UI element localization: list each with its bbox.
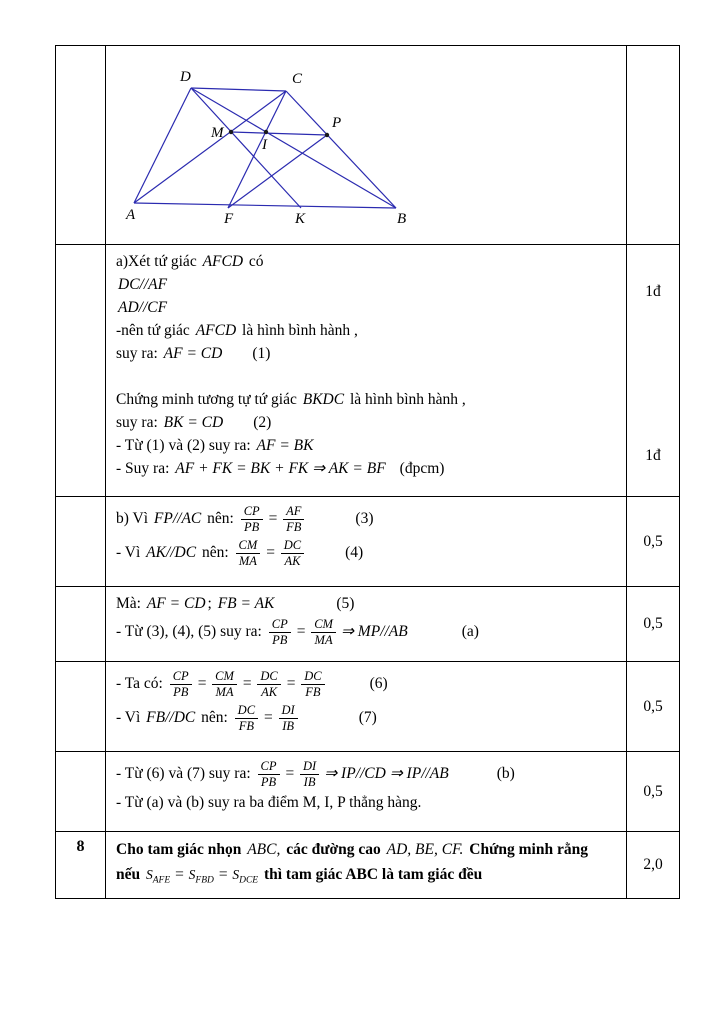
question-number-cell <box>56 46 106 244</box>
score-value: 1đ <box>645 447 661 464</box>
fraction-denominator: PB <box>244 520 260 534</box>
text-line <box>116 668 618 701</box>
text-run: nên: <box>198 544 233 562</box>
text-line <box>116 366 618 388</box>
fraction-denominator: MA <box>215 685 234 699</box>
text-run: (7) <box>358 709 377 727</box>
math-expression: AD//CF <box>118 299 168 316</box>
math-subscript: $S_{DCE}$ <box>232 867 259 886</box>
text-run: có <box>245 253 264 270</box>
fraction-denominator: PB <box>173 685 189 699</box>
point-label: D <box>180 69 191 85</box>
fraction-numerator: CM <box>212 669 237 685</box>
figure-line <box>228 135 327 208</box>
text-run: Chứng minh tương tự tứ giác <box>116 391 301 408</box>
text-run: Cho tam giác nhọn <box>116 841 246 858</box>
table-row <box>56 586 679 661</box>
figure-line <box>228 91 286 208</box>
answer-content-cell <box>106 587 627 661</box>
text-line <box>116 297 618 319</box>
text-line <box>116 758 618 791</box>
text-line <box>116 616 618 649</box>
figure-line <box>134 203 396 208</box>
figure-point-dot <box>264 130 268 134</box>
score-value: 0,5 <box>643 615 663 632</box>
score-value: 0,5 <box>643 532 663 550</box>
text-line <box>116 593 618 615</box>
text-run: - Từ (6) và (7) suy ra: <box>116 765 255 783</box>
math-expression: AFCD <box>202 253 244 270</box>
fraction <box>277 703 300 734</box>
math-expression: FB//DC <box>146 709 196 727</box>
text-run: - Từ (1) và (2) suy ra: <box>116 437 255 454</box>
fraction-denominator: PB <box>272 633 288 647</box>
figure-line <box>191 88 396 208</box>
text-run: Chứng minh rằng <box>465 841 588 858</box>
text-line <box>116 251 618 273</box>
answer-content-cell <box>106 752 627 831</box>
math-expression: = <box>295 623 307 641</box>
math-expression: = <box>217 866 229 883</box>
math-expression: FP//AC <box>153 510 202 528</box>
point-label: K <box>295 211 306 227</box>
math-expression: = <box>267 510 279 528</box>
text-run: (4) <box>345 544 364 562</box>
fraction-denominator: IB <box>303 775 316 789</box>
figure-svg <box>116 53 556 235</box>
math-expression: AF = CD <box>163 345 223 362</box>
geometry-figure <box>116 51 618 240</box>
text-run: (đpcm) <box>399 460 445 477</box>
answer-content-cell <box>106 245 627 496</box>
score-cell <box>627 46 679 244</box>
score-cell <box>627 752 679 831</box>
figure-line <box>286 91 396 208</box>
math-expression: AD, BE, CF. <box>386 841 464 858</box>
math-expression: AF = BK <box>256 437 314 454</box>
fraction-numerator: DI <box>279 703 298 719</box>
fraction-numerator: DC <box>235 703 258 719</box>
score-cell <box>627 245 679 496</box>
answer-content-cell <box>106 662 627 751</box>
fraction <box>239 504 265 535</box>
score-value: 2,0 <box>643 855 663 873</box>
fraction-numerator: CM <box>236 538 261 554</box>
question-number-cell <box>56 752 106 831</box>
math-expression: BKDC <box>302 391 345 408</box>
text-run: là hình bình hành , <box>238 322 358 339</box>
fraction <box>210 669 239 700</box>
text-run: (6) <box>369 675 388 693</box>
text-run: suy ra: <box>116 414 162 431</box>
figure-line <box>134 88 191 203</box>
figure-line <box>191 88 286 91</box>
text-run: - Từ (3), (4), (5) suy ra: <box>116 623 266 641</box>
text-run: là hình bình hành , <box>346 391 466 408</box>
math-expression: = <box>263 709 274 727</box>
fraction-denominator: AK <box>284 554 301 568</box>
text-run: - Vì <box>116 544 145 562</box>
score-value: 1đ <box>645 283 661 300</box>
math-expression: AK//DC <box>146 544 197 562</box>
table-row <box>56 46 679 244</box>
text-run: b) Vì <box>116 510 152 528</box>
fraction <box>256 759 282 790</box>
math-expression: AF = CD <box>146 595 206 612</box>
fraction-denominator: FB <box>305 685 321 699</box>
point-label: M <box>211 125 224 141</box>
math-expression: AFCD <box>195 322 237 339</box>
math-expression: = <box>284 765 295 783</box>
answer-content-cell <box>106 832 627 898</box>
text-run: -nên tứ giác <box>116 322 194 339</box>
math-expression: AF + FK = BK + FK ⇒ AK = BF <box>175 460 386 477</box>
figure-point-dot <box>229 130 233 134</box>
text-run: nếu <box>116 866 144 883</box>
fraction <box>234 538 263 569</box>
fraction-denominator: MA <box>314 633 333 647</box>
text-run: Mà: <box>116 595 145 612</box>
fraction-denominator: FB <box>286 520 302 534</box>
text-line <box>116 537 618 570</box>
fraction-numerator: AF <box>283 504 304 520</box>
text-run: (a) <box>461 623 479 641</box>
text-line <box>116 458 618 480</box>
score-cell <box>627 587 679 661</box>
figure-point-dot <box>325 133 329 137</box>
text-run: - Suy ra: <box>116 460 174 477</box>
text-run: (b) <box>496 765 515 783</box>
score-value: 0,5 <box>643 697 663 715</box>
score-cell <box>627 832 679 898</box>
table-row <box>56 751 679 831</box>
fraction-numerator: DC <box>301 669 324 685</box>
text-line <box>116 503 618 536</box>
math-expression: = <box>196 675 208 693</box>
text-line <box>116 389 618 411</box>
fraction <box>299 669 326 700</box>
point-label: I <box>262 137 267 153</box>
text-line <box>116 320 618 342</box>
question-number-cell <box>56 662 106 751</box>
question-number-cell: 8 <box>56 832 106 898</box>
fraction-denominator: IB <box>282 719 295 733</box>
fraction-numerator: CP <box>170 669 192 685</box>
point-label: F <box>224 211 234 227</box>
text-run: (3) <box>355 510 374 528</box>
fraction <box>255 669 282 700</box>
text-line <box>116 274 618 296</box>
text-run: - Ta có: <box>116 675 167 693</box>
fraction-denominator: MA <box>238 554 257 568</box>
text-run: - Từ (a) và (b) suy ra ba điểm M, I, P thẳng hàng. <box>116 794 422 811</box>
text-line <box>116 343 618 365</box>
text-run: (1) <box>252 345 271 362</box>
text-line <box>116 412 618 434</box>
fraction-numerator: CP <box>269 617 291 633</box>
text-run: thì tam giác ABC là tam giác đều <box>260 866 483 883</box>
fraction <box>233 703 260 734</box>
math-expression: DC//AF <box>118 276 168 293</box>
answer-table <box>55 45 680 899</box>
math-subscript: $S_{FBD}$ <box>188 867 214 886</box>
text-line <box>116 863 618 893</box>
text-run: các đường cao <box>282 841 385 858</box>
text-run: (5) <box>336 595 355 612</box>
text-run: (2) <box>253 414 272 431</box>
table-row <box>56 496 679 586</box>
fraction-numerator: DI <box>300 759 319 775</box>
fraction <box>298 759 321 790</box>
point-label: C <box>292 71 303 87</box>
fraction-numerator: DC <box>281 538 304 554</box>
score-cell <box>627 662 679 751</box>
text-line <box>116 792 618 814</box>
math-expression: ⇒ IP//CD ⇒ IP//AB <box>324 765 449 783</box>
score-cell <box>627 497 679 586</box>
fraction-numerator: CP <box>241 504 263 520</box>
fraction-denominator: PB <box>260 775 277 789</box>
fraction <box>279 538 306 569</box>
question-number-cell <box>56 245 106 496</box>
text-line <box>116 435 618 457</box>
text-run: suy ra: <box>116 345 162 362</box>
figure-line <box>191 88 301 208</box>
fraction <box>281 504 306 535</box>
math-expression: = <box>174 866 185 883</box>
table-row <box>56 661 679 751</box>
fraction-numerator: DC <box>257 669 280 685</box>
score-value: 0,5 <box>643 782 663 800</box>
text-run: - Vì <box>116 709 145 727</box>
fraction <box>168 669 194 700</box>
fraction-numerator: CM <box>311 617 336 633</box>
fraction-denominator: FB <box>238 719 254 733</box>
point-label: P <box>332 115 342 131</box>
math-expression: = <box>285 675 297 693</box>
fraction-denominator: AK <box>261 685 278 699</box>
text-run: a)Xét tứ giác <box>116 253 201 270</box>
math-expression: FB = AK <box>217 595 275 612</box>
math-expression: BK = CD <box>163 414 224 431</box>
fraction-numerator: CP <box>258 759 280 775</box>
table-row <box>56 831 679 898</box>
figure-line <box>231 132 327 135</box>
math-expression: = <box>241 675 253 693</box>
text-line <box>116 838 618 862</box>
answer-content-cell <box>106 46 627 244</box>
math-subscript: $S_{AFE}$ <box>146 867 171 886</box>
point-label: B <box>397 211 407 227</box>
answer-content-cell <box>106 497 627 586</box>
table-row <box>56 244 679 496</box>
math-expression: ⇒ MP//AB <box>340 623 408 641</box>
text-run: nên: <box>203 510 238 528</box>
fraction <box>309 617 338 648</box>
math-expression: = <box>265 544 276 562</box>
question-number-cell <box>56 587 106 661</box>
text-run: nên: <box>197 709 232 727</box>
point-label: A <box>126 207 136 223</box>
text-line <box>116 702 618 735</box>
text-run: ; <box>207 595 216 612</box>
question-number-cell <box>56 497 106 586</box>
fraction <box>267 617 293 648</box>
math-expression: ABC, <box>247 841 281 858</box>
